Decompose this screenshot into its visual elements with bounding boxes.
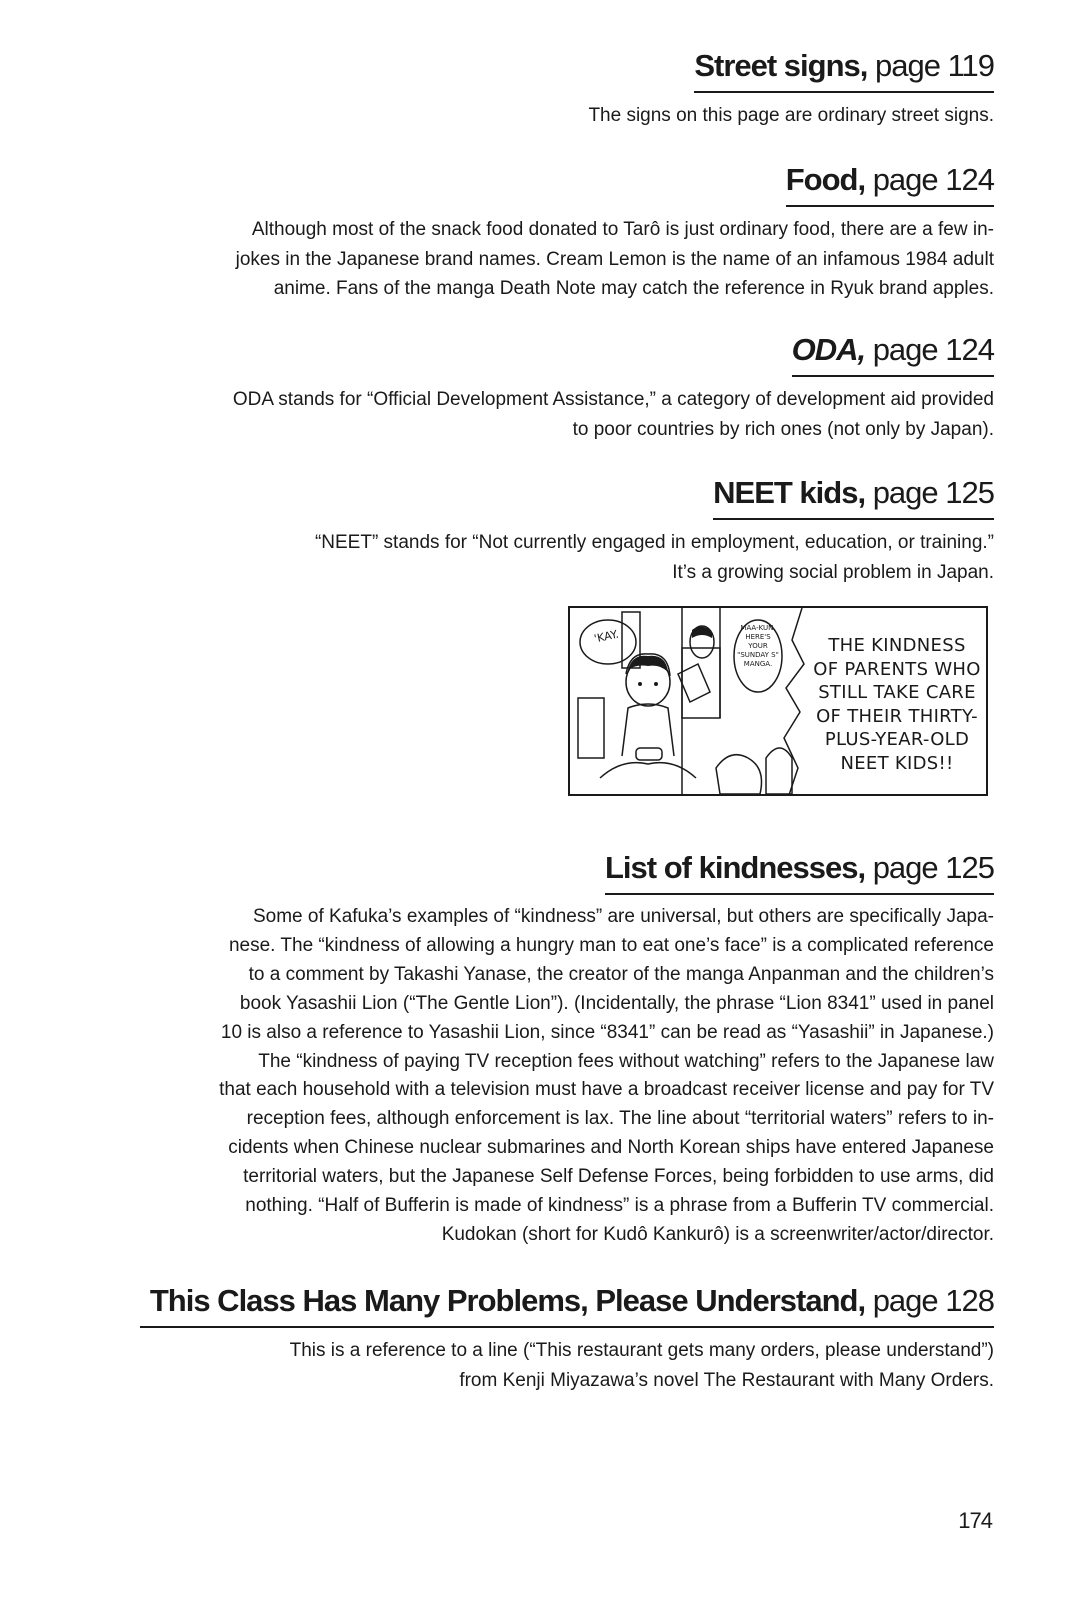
- note-line: The “kindness of paying TV reception fees without watching” refers to the Japanese law: [258, 1050, 994, 1072]
- note-page-ref: page 125: [865, 850, 994, 885]
- note-food: [236, 160, 994, 304]
- note-oda: [233, 330, 994, 444]
- note-page-ref: page 124: [865, 332, 994, 367]
- note-street-signs: [588, 46, 994, 131]
- note-line: It’s a growing social problem in Japan.: [672, 561, 994, 583]
- speech-line: HERE'S: [745, 633, 771, 641]
- note-line: anime. Fans of the manga Death Note may catch the reference in Ryuk brand apples.: [273, 278, 994, 299]
- note-line: jokes in the Japanese brand names. Cream Lemon is the name of an infamous 1984 adult: [235, 248, 994, 270]
- note-line: to poor countries by rich ones (not only by Japan).: [572, 418, 994, 440]
- note-heading: [694, 46, 994, 93]
- note-heading: [713, 473, 994, 520]
- note-body: [219, 903, 994, 1250]
- note-line: reception fees, although enforcement is lax. The line about “territorial waters” refers to in-: [246, 1108, 994, 1130]
- note-line: 10 is also a reference to Yasashii Lion, since “8341” can be read as “Yasashii” in Japanese.): [220, 1021, 994, 1043]
- note-body: [140, 1336, 994, 1395]
- note-line: nese. The “kindness of allowing a hungry man to eat one’s face” is a complicated reference: [228, 934, 994, 956]
- note-body: [588, 101, 994, 131]
- note-line: ODA stands for “Official Development Assistance,” a category of development aid provided: [232, 389, 994, 410]
- note-line: from Kenji Miyazawa’s novel The Restaurant with Many Orders.: [459, 1369, 994, 1391]
- note-line: The signs on this page are ordinary street signs.: [588, 105, 994, 126]
- note-line: territorial waters, but the Japanese Self Defense Forces, being forbidden to use arms, did: [243, 1166, 994, 1188]
- note-page-ref: page 119: [867, 48, 994, 83]
- note-heading: [605, 848, 994, 895]
- note-body: [236, 215, 994, 304]
- note-page-ref: page 124: [865, 162, 994, 197]
- note-term: This Class Has Many Problems, Please Understand,: [149, 1283, 866, 1318]
- speech-line: MAA-KUN,: [740, 624, 776, 632]
- note-term: ODA,: [791, 332, 866, 367]
- panel-caption: [808, 634, 986, 775]
- speech-line: MANGA.: [743, 660, 773, 668]
- note-heading: [786, 160, 994, 207]
- caption-line: NEET KIDS!!: [840, 752, 954, 774]
- note-line: Although most of the snack food donated to Tarô is just ordinary food, there are a few in-: [251, 219, 994, 240]
- note-line: nothing. “Half of Bufferin is made of kindness” is a phrase from a Bufferin TV commercial.: [245, 1195, 994, 1217]
- note-body: [233, 385, 994, 444]
- speech-line: YOUR: [748, 642, 768, 650]
- note-page-ref: page 125: [865, 475, 994, 510]
- speech-bubble-right: [734, 624, 782, 669]
- note-line: “NEET” stands for “Not currently engaged in employment, education, or training.”: [314, 532, 994, 553]
- note-term: NEET kids,: [713, 475, 866, 510]
- note-line: Some of Kafuka’s examples of “kindness” are universal, but others are specifically Japa-: [252, 906, 994, 927]
- note-line: book Yasashii Lion (“The Gentle Lion”). (Incidentally, the phrase “Lion 8341” used in panel: [239, 992, 994, 1014]
- note-neet-kids: [315, 473, 994, 587]
- speech-line: "SUNDAY S": [737, 651, 779, 659]
- note-line: that each household with a television must have a broadcast receiver license and pay for TV: [219, 1079, 994, 1101]
- caption-line: OF THEIR THIRTY-: [816, 705, 978, 727]
- note-page-ref: page 128: [865, 1283, 994, 1318]
- note-heading: [140, 1281, 994, 1328]
- caption-line: STILL TAKE CARE: [818, 682, 976, 703]
- note-term: List of kindnesses,: [605, 850, 866, 885]
- note-list-of-kindnesses: [219, 848, 994, 1250]
- note-this-class: [140, 1281, 994, 1395]
- page-number: 174: [958, 1508, 992, 1533]
- speech-bubble-left: 'KAY.: [592, 627, 620, 646]
- manga-panel: [568, 606, 988, 796]
- note-line: This is a reference to a line (“This restaurant gets many orders, please understand”): [289, 1340, 994, 1361]
- note-line: cidents when Chinese nuclear submarines and North Korean ships have entered Japanese: [228, 1137, 994, 1159]
- note-heading: [792, 330, 994, 377]
- caption-line: PLUS-YEAR-OLD: [824, 729, 970, 750]
- caption-line: OF PARENTS WHO: [813, 658, 981, 680]
- note-line: Kudokan (short for Kudô Kankurô) is a screenwriter/actor/director.: [441, 1223, 994, 1245]
- note-term: Street signs,: [694, 48, 868, 83]
- note-term: Food,: [785, 162, 866, 197]
- caption-line: THE KINDNESS: [828, 635, 966, 656]
- note-body: [315, 528, 994, 587]
- note-line: to a comment by Takashi Yanase, the creator of the manga Anpanman and the children’s: [248, 963, 994, 985]
